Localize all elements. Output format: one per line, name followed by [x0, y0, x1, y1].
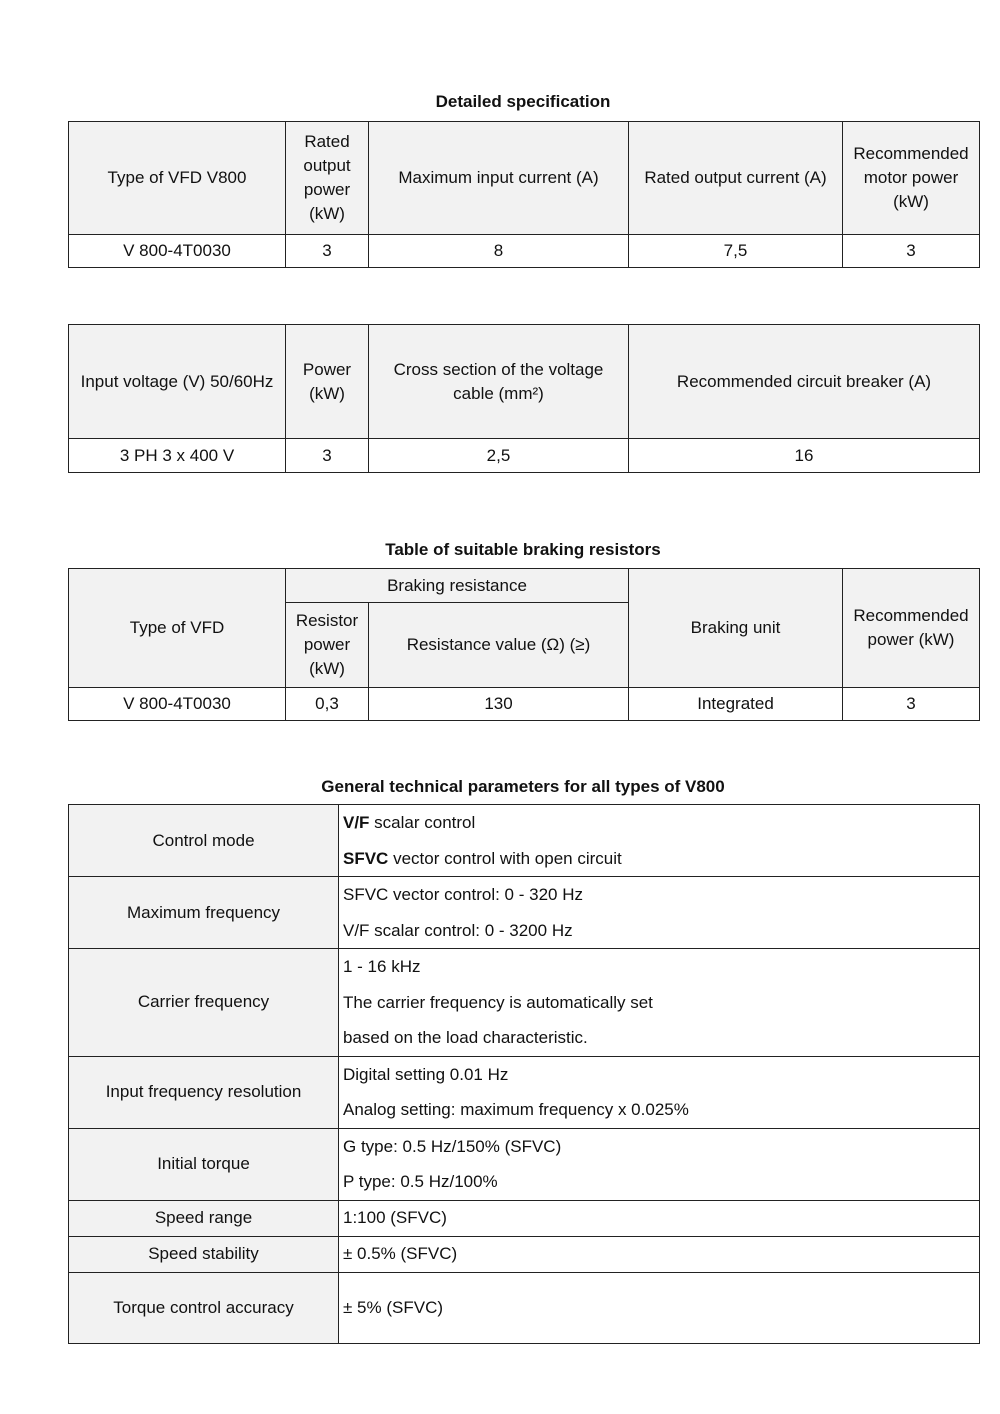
value-line: SFVC vector control: 0 - 320 Hz — [343, 885, 583, 904]
cell-type: V 800-4T0030 — [69, 688, 286, 721]
table-row — [69, 1236, 980, 1272]
value-line: P type: 0.5 Hz/100% — [343, 1172, 498, 1191]
braking-resistors-title: Table of suitable braking resistors — [385, 540, 661, 559]
label-initial-torque: Initial torque — [69, 1128, 339, 1200]
table-row — [69, 1200, 980, 1236]
cell-braking-unit: Integrated — [629, 688, 843, 721]
table-header-row — [69, 122, 980, 235]
value-maximum-frequency — [339, 877, 980, 949]
header-recommended-motor-power: Recommended motor power (kW) — [843, 122, 980, 235]
header-max-input-current: Maximum input current (A) — [369, 122, 629, 235]
value-line: G type: 0.5 Hz/150% (SFVC) — [343, 1136, 562, 1156]
value-line: Digital setting 0.01 Hz — [343, 1064, 509, 1084]
header-resistance-value: Resistance value (Ω) (≥) — [369, 603, 629, 688]
table-row — [69, 688, 980, 721]
input-voltage-table — [68, 324, 980, 473]
value-line — [343, 841, 975, 877]
value-input-frequency-resolution — [339, 1056, 980, 1128]
label-carrier-frequency: Carrier frequency — [69, 949, 339, 1057]
header-braking-resistance: Braking resistance — [286, 569, 629, 603]
header-recommended-power: Recommended power (kW) — [843, 569, 980, 688]
table-row — [69, 1056, 980, 1128]
header-cable-cross-section: Cross section of the voltage cable (mm²) — [369, 325, 629, 439]
cell-recommended-motor-power: 3 — [843, 235, 980, 268]
cell-rated-output-current: 7,5 — [629, 235, 843, 268]
general-parameters-title: General technical parameters for all types of V800 — [321, 777, 725, 796]
table-row — [69, 235, 980, 268]
value-speed-range: 1:100 (SFVC) — [339, 1200, 980, 1236]
value-line: 1 - 16 kHz — [343, 957, 421, 976]
value-line — [343, 805, 975, 841]
header-type-of-vfd: Type of VFD V800 — [69, 122, 286, 235]
cell-recommended-power: 3 — [843, 688, 980, 721]
label-input-frequency-resolution: Input frequency resolution — [69, 1056, 339, 1128]
sfvc-bold: SFVC — [343, 848, 389, 868]
value-initial-torque — [339, 1128, 980, 1200]
label-speed-stability: Speed stability — [69, 1236, 339, 1272]
vf-rest: scalar control — [369, 813, 476, 832]
table-row — [69, 805, 980, 877]
general-parameters-table — [68, 804, 980, 1344]
cell-resistance-value: 130 — [369, 688, 629, 721]
value-line: Analog setting: maximum frequency x 0.025% — [343, 1100, 689, 1119]
cell-resistor-power: 0,3 — [286, 688, 369, 721]
value-line: V/F scalar control: 0 - 3200 Hz — [343, 920, 573, 940]
value-control-mode — [339, 805, 980, 877]
braking-resistors-table — [68, 568, 980, 721]
header-type-of-vfd: Type of VFD — [69, 569, 286, 688]
label-speed-range: Speed range — [69, 1200, 339, 1236]
detailed-specification-table — [68, 121, 980, 268]
header-rated-output-current: Rated output current (A) — [629, 122, 843, 235]
table-row — [69, 1128, 980, 1200]
header-power: Power (kW) — [286, 325, 369, 439]
cell-power: 3 — [286, 439, 369, 473]
value-line: The carrier frequency is automatically set — [343, 992, 653, 1012]
sfvc-rest: vector control with open circuit — [388, 848, 622, 868]
header-circuit-breaker: Recommended circuit breaker (A) — [629, 325, 980, 439]
label-control-mode: Control mode — [69, 805, 339, 877]
value-carrier-frequency — [339, 949, 980, 1057]
cell-input-voltage: 3 PH 3 x 400 V — [69, 439, 286, 473]
cell-circuit-breaker: 16 — [629, 439, 980, 473]
header-resistor-power: Resistor power (kW) — [286, 603, 369, 688]
value-speed-stability: ± 0.5% (SFVC) — [339, 1236, 980, 1272]
table-row — [69, 1272, 980, 1343]
header-input-voltage: Input voltage (V) 50/60Hz — [69, 325, 286, 439]
label-maximum-frequency: Maximum frequency — [69, 877, 339, 949]
label-torque-control-accuracy: Torque control accuracy — [69, 1272, 339, 1343]
value-line: based on the load characteristic. — [343, 1028, 588, 1047]
cell-rated-output-power: 3 — [286, 235, 369, 268]
cell-max-input-current: 8 — [369, 235, 629, 268]
header-braking-unit: Braking unit — [629, 569, 843, 688]
table-header-row — [69, 325, 980, 439]
table-row — [69, 439, 980, 473]
cell-type: V 800-4T0030 — [69, 235, 286, 268]
table-row — [69, 949, 980, 1057]
cell-cable-cross-section: 2,5 — [369, 439, 629, 473]
header-rated-output-power: Rated output power (kW) — [286, 122, 369, 235]
table-header-row — [69, 569, 980, 603]
vf-bold: V/F — [343, 813, 370, 832]
value-torque-control-accuracy: ± 5% (SFVC) — [339, 1272, 980, 1343]
table-row — [69, 877, 980, 949]
detailed-specification-title: Detailed specification — [435, 92, 611, 111]
